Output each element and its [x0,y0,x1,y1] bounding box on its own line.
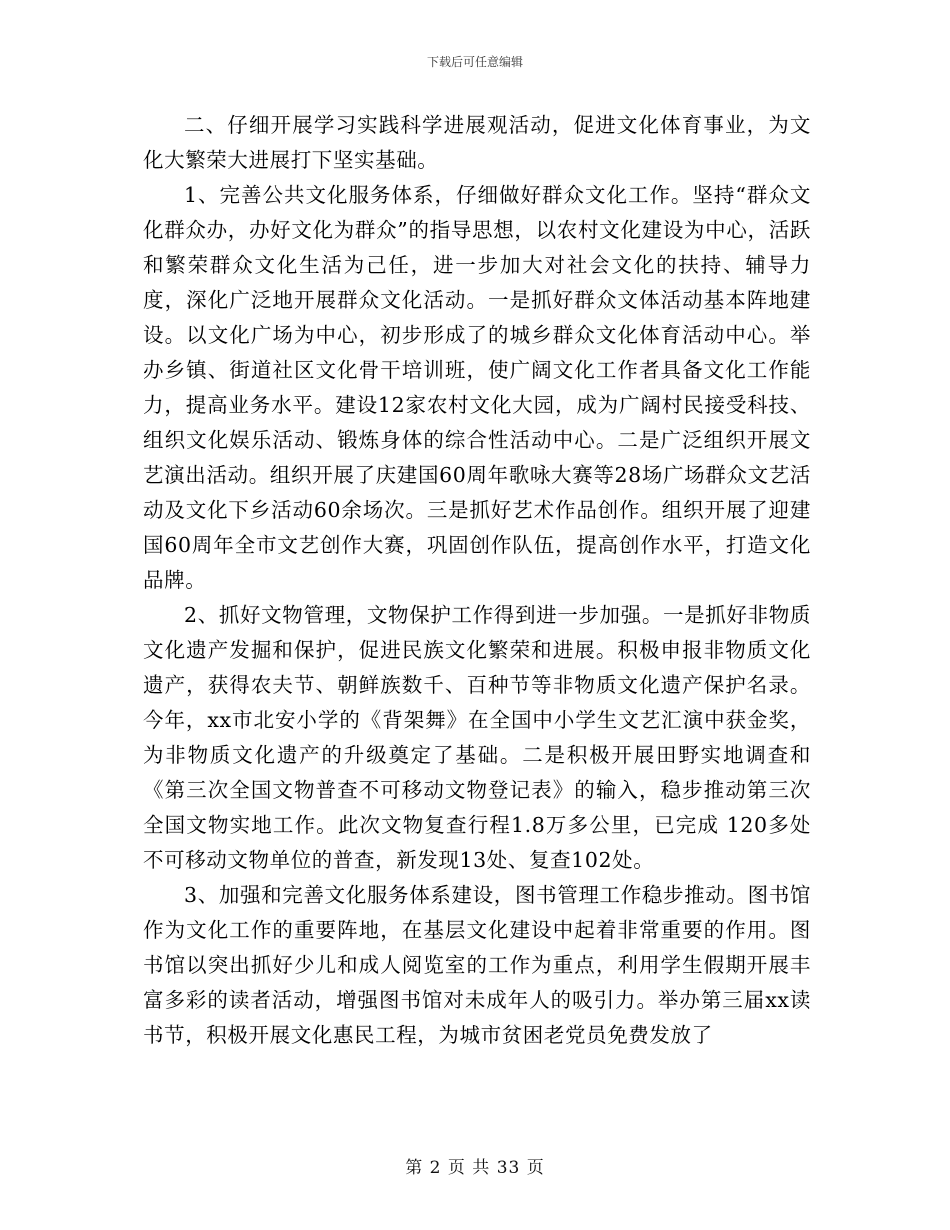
document-body [143,108,811,1053]
paragraph-section-two-heading: 二、仔细开展学习实践科学进展观活动，促进文化体育事业，为文化大繁荣大进展打下坚实基础。 [143,113,811,172]
paragraph-item-3: 3、加强和完善文化服务体系建设，图书管理工作稳步推动。图书馆作为文化工作的重要阵地，在基层文化建设中起着非常重要的作用。图书馆以突出抓好少儿和成人阅览室的工作为重点，利用学生假期开展丰富多彩的读者活动，增强图书馆对未成年人的吸引力。举办第三届xx读书节，积极开展文化惠民工程，为城市贫困老党员免费发放了 [143,883,811,1047]
header-note: 下载后可任意编辑 [426,55,523,69]
paragraph-item-2: 2、抓好文物管理，文物保护工作得到进一步加强。一是抓好非物质文化遗产发掘和保护，促进民族文化繁荣和进展。积极申报非物质文化遗产，获得农夫节、朝鲜族数千、百种节等非物质文化遗产保护名录。今年，xx市北安小学的《背架舞》在全国中小学生文艺汇演中获金奖，为非物质文化遗产的升级奠定了基础。二是积极开展田野实地调查和《第三次全国文物普查不可移动文物登记表》的输入，稳步推动第三次全国文物实地工作。此次文物复查行程1.8万多公里，已完成 120多处不可移动文物单位的普查，新发现13处、复查102处。 [143,603,811,872]
page-number: 第 2 页 共 33 页 [405,1158,545,1178]
paragraph-item-1: 1、完善公共文化服务体系，仔细做好群众文化工作。坚持“群众文化群众办，办好文化为群众”的指导思想，以农村文化建设为中心，活跃和繁荣群众文化生活为己任，进一步加大对社会文化的扶持、辅导力度，深化广泛地开展群众文化活动。一是抓好群众文体活动基本阵地建设。以文化广场为中心，初步形成了的城乡群众文化体育活动中心。举办乡镇、街道社区文化骨干培训班，使广阔文化工作者具备文化工作能力，提高业务水平。建设12家农村文化大园，成为广阔村民接受科技、组织文化娱乐活动、锻炼身体的综合性活动中心。二是广泛组织开展文艺演出活动。组织开展了庆建国60周年歌咏大赛等28场广场群众文艺活动及文化下乡活动60余场次。三是抓好艺术作品创作。组织开展了迎建国60周年全市文艺创作大赛，巩固创作队伍，提高创作水平，打造文化品牌。 [143,183,811,592]
